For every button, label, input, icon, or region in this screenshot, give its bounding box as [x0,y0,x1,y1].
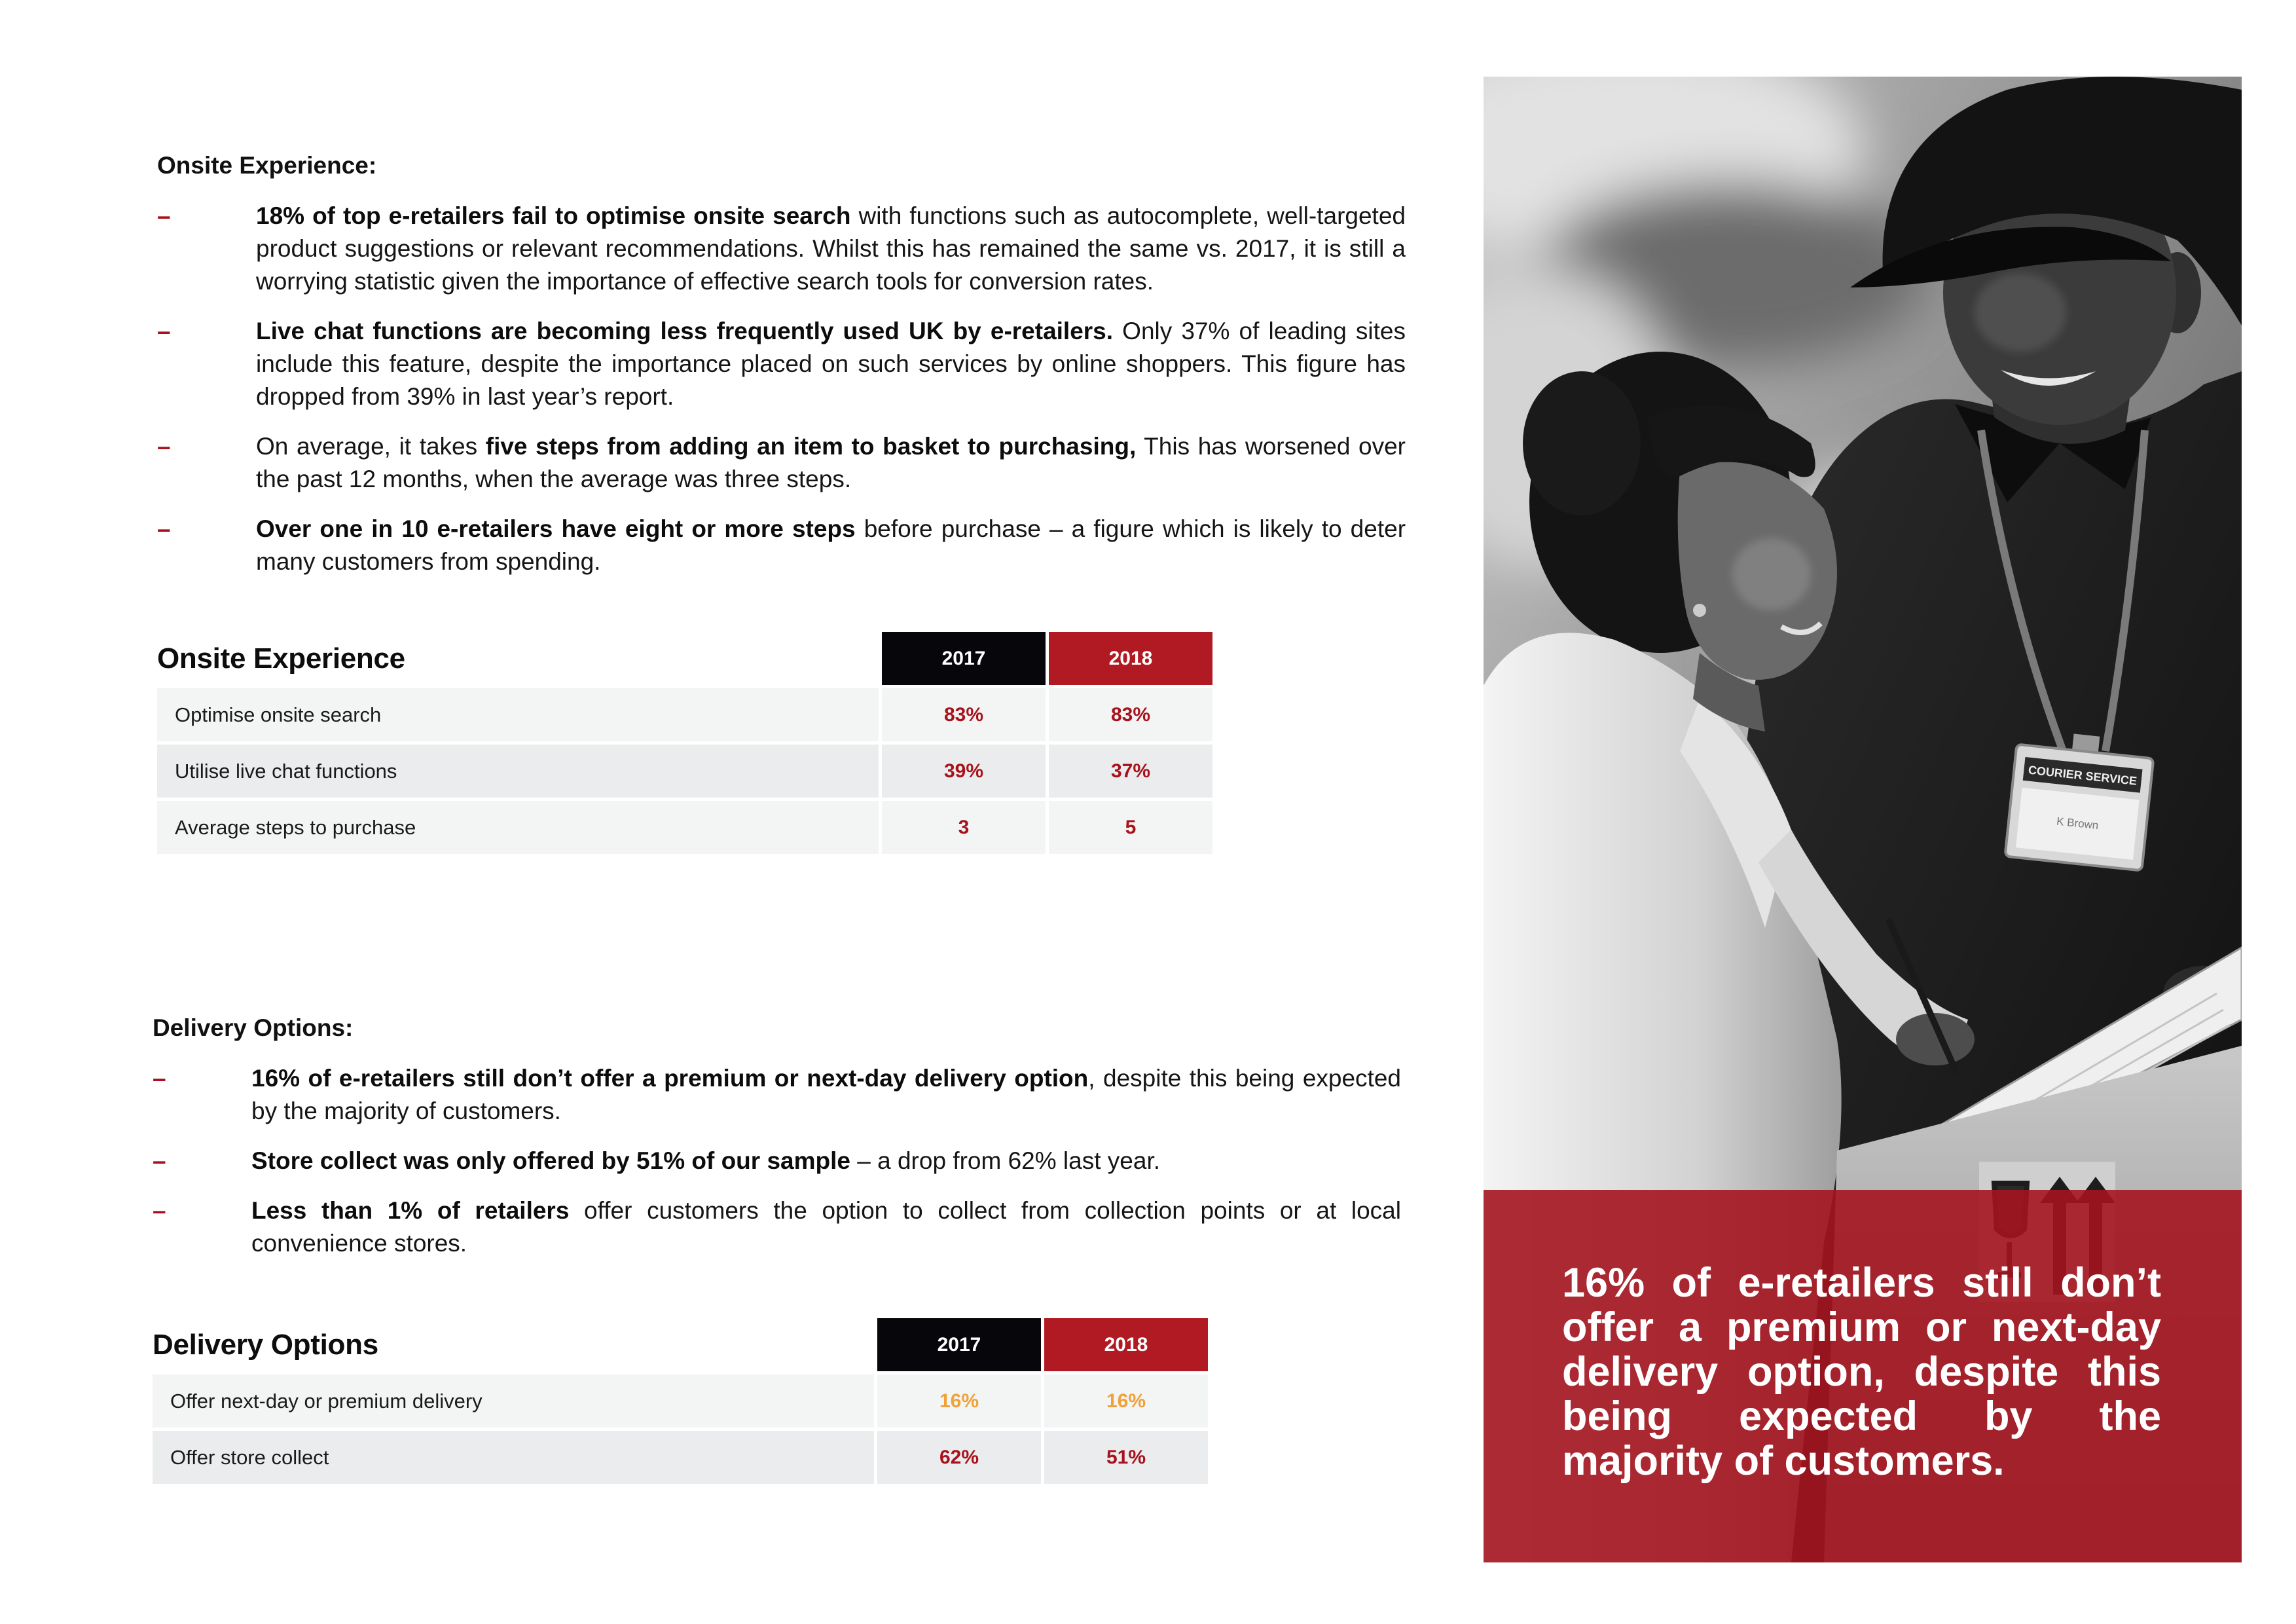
bullet-text [251,1194,1401,1260]
callout-text: 16% of e-retailers still don’t offer a premium or next-day delivery option, despite this being expected by the majority of customers. [1562,1260,2161,1484]
section-heading: Delivery Options: [153,1014,354,1041]
bullet-dash: – [157,515,171,542]
row-value-2018: 37% [1049,745,1212,798]
row-value-2017: 83% [882,688,1046,741]
badge-title: COURIER SERVICE [2028,763,2138,788]
customer-earring [1693,604,1706,617]
row-value-2017: 39% [882,745,1046,798]
bullet-dash: – [153,1197,166,1224]
bullet-dash: – [157,318,171,344]
section-heading: Onsite Experience: [157,152,377,179]
bullet-text [256,200,1406,298]
bullet-text [251,1145,1401,1177]
row-value-2018: 83% [1049,688,1212,741]
onsite-section [157,149,1406,595]
row-label: Utilise live chat functions [157,745,879,798]
row-label: Offer next-day or premium delivery [153,1375,874,1428]
onsite-table [157,632,1212,854]
row-value-2017: 16% [877,1375,1041,1428]
bullet-item [153,1194,1401,1260]
bullet-text [256,315,1406,413]
row-label: Average steps to purchase [157,801,879,854]
bullet-lead-text: On average, it takes [256,433,486,460]
bullet-body-text: offer customers the option to collect from collection points or at local convenience stores. [251,1197,1401,1257]
row-value-2017: 3 [882,801,1046,854]
bullet-body-text: with functions such as autocomplete, well-targeted product suggestions or relevant recommendations. Whilst this has remained the same vs. 2017, it is still a worrying statistic given the importance of effective search tools for conversion rates. [256,202,1406,295]
bullet-body-text: before purchase – a figure which is likely to deter many customers from spending. [256,515,1406,575]
bullet-item [153,1062,1401,1128]
bullet-body-text: This has worsened over the past 12 months, when the average was three steps. [256,433,1406,492]
column-header-2017: 2017 [882,632,1046,685]
bullet-body-text: , despite this being expected by the majority of customers. [251,1065,1401,1124]
bullet-dash: – [153,1065,166,1092]
row-value-2018: 5 [1049,801,1212,854]
delivery-section [153,1012,1401,1277]
customer-cheek-highlight [1732,538,1811,610]
bullet-text [251,1062,1401,1128]
bullet-body-text: – a drop from 62% last year. [850,1147,1160,1174]
column-header-2017: 2017 [877,1318,1041,1371]
bullet-bold-text: 16% of e-retailers still don’t offer a premium or next-day delivery option [251,1065,1089,1092]
bullet-bold-text: Over one in 10 e-retailers have eight or more steps [256,515,856,542]
table-title: Onsite Experience [157,642,405,674]
column-header-2018: 2018 [1044,1318,1208,1371]
bullet-dash: – [157,433,171,460]
row-label: Optimise onsite search [157,688,879,741]
bullet-text [256,513,1406,578]
row-value-2018: 51% [1044,1431,1208,1484]
customer-hair-bun [1523,371,1641,515]
bullet-item [153,1145,1401,1177]
bullet-item [157,200,1406,298]
bullet-bold-text: Store collect was only offered by 51% of our sample [251,1147,850,1174]
bullet-bold-text: Live chat functions are becoming less frequently used UK by e-retailers. [256,318,1114,344]
bullet-item [157,430,1406,496]
bullet-dash: – [157,202,171,229]
table-title: Delivery Options [153,1328,378,1361]
badge-name: K Brown [2056,815,2100,832]
photo-panel [1484,77,2242,1562]
row-value-2017: 62% [877,1431,1041,1484]
bullet-body-text: Only 37% of leading sites include this feature, despite the importance placed on such services by online shoppers. This figure has dropped from 39% in last year’s report. [256,318,1406,410]
row-value-2018: 16% [1044,1375,1208,1428]
bullet-item [157,315,1406,413]
bullet-dash: – [153,1147,166,1174]
bullet-bold-text: five steps from adding an item to basket to purchasing, [485,433,1137,460]
bullet-bold-text: Less than 1% of retailers [251,1197,570,1224]
bullet-text [256,430,1406,496]
row-label: Offer store collect [153,1431,874,1484]
column-header-2018: 2018 [1049,632,1212,685]
courier-cheek-highlight [1975,273,2066,352]
bullet-bold-text: 18% of top e-retailers fail to optimise onsite search [256,202,851,229]
delivery-table [153,1318,1208,1484]
bullet-item [157,513,1406,578]
